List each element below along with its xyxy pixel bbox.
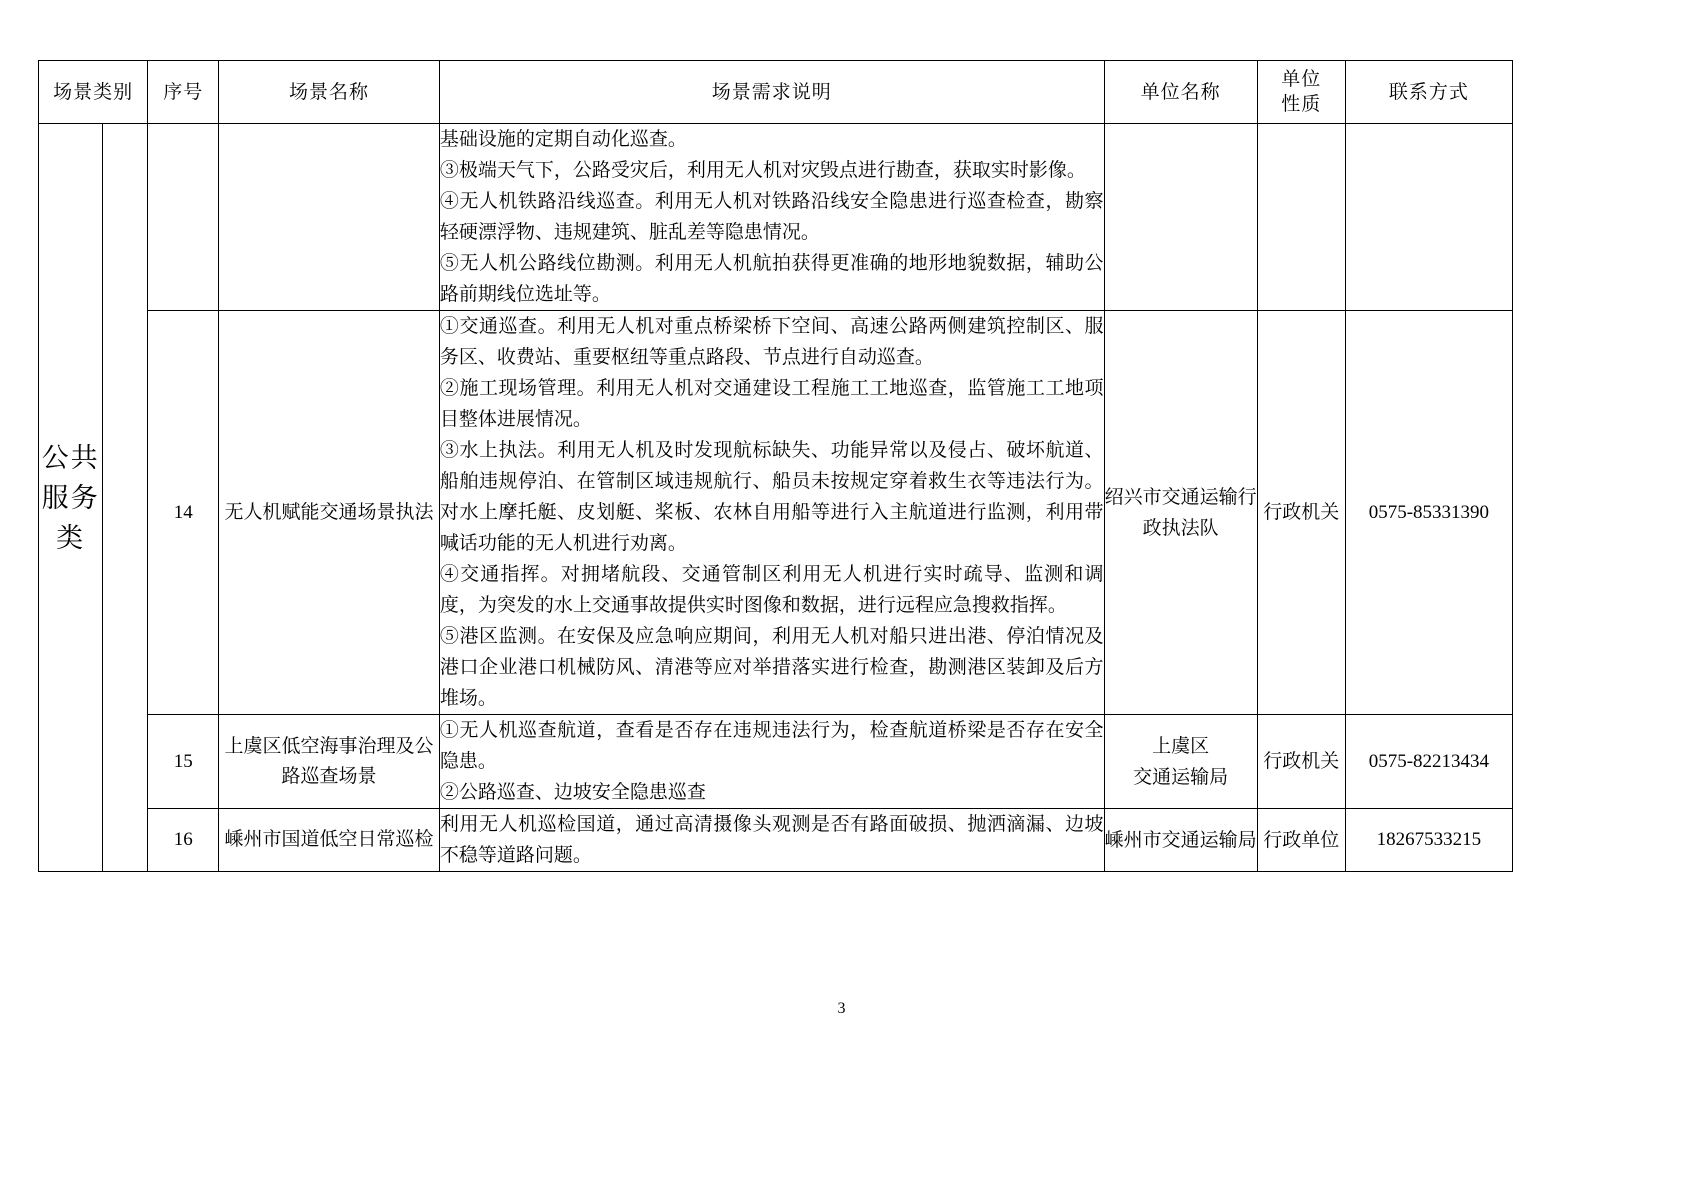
table-row [39, 715, 1513, 809]
requirement-line: 利用无人机巡检国道，通过高清摄像头观测是否有路面破损、抛洒滴漏、边坡不稳等道路问题。 [439, 814, 1104, 866]
scene-table-container [38, 60, 1513, 872]
table-row [39, 809, 1513, 872]
header-requirement: 场景需求说明 [439, 61, 1104, 124]
unit-name-line2: 交通运输局 [1133, 766, 1229, 788]
cell-scene-name [219, 124, 440, 311]
cell-index [148, 124, 219, 311]
cell-unit-nature: 行政机关 [1257, 311, 1345, 715]
cell-requirement [439, 124, 1104, 311]
cell-contact: 0575-82213434 [1345, 715, 1512, 809]
category-label: 公共 服务 类 [41, 442, 100, 553]
header-scene-name: 场景名称 [219, 61, 440, 124]
cell-contact [1345, 124, 1512, 311]
cell-contact: 18267533215 [1345, 809, 1512, 872]
cell-index: 14 [148, 311, 219, 715]
header-unit-nature [1257, 61, 1345, 124]
cell-requirement [439, 809, 1104, 872]
cell-requirement [439, 311, 1104, 715]
header-index: 序号 [148, 61, 219, 124]
header-contact: 联系方式 [1345, 61, 1512, 124]
header-unit-nature-line2: 性质 [1281, 94, 1322, 115]
requirement-line: ①交通巡查。利用无人机对重点桥梁桥下空间、高速公路两侧建筑控制区、服务区、收费站、重要枢纽等重点路段、节点进行自动巡查。 [439, 316, 1104, 368]
page-number: 3 [837, 1000, 846, 1017]
cell-subcategory-blank [103, 124, 148, 872]
header-category: 场景类别 [39, 61, 148, 124]
unit-name-line1: 上虞区 [1152, 735, 1210, 757]
cell-contact: 0575-85331390 [1345, 311, 1512, 715]
cell-requirement [439, 715, 1104, 809]
cell-unit-name: 嵊州市交通运输局 [1104, 809, 1257, 872]
cell-scene-name: 无人机赋能交通场景执法 [219, 311, 440, 715]
cell-category [39, 124, 103, 872]
cell-scene-name: 上虞区低空海事治理及公路巡查场景 [219, 715, 440, 809]
cell-unit-name [1104, 715, 1257, 809]
requirement-line: ②施工现场管理。利用无人机对交通建设工程施工工地巡查，监管施工工地项目整体进展情况。 [439, 378, 1104, 430]
cell-unit-nature: 行政单位 [1257, 809, 1345, 872]
cell-index: 16 [148, 809, 219, 872]
table-header-row [39, 61, 1513, 124]
cell-unit-name [1104, 124, 1257, 311]
cell-unit-nature: 行政机关 [1257, 715, 1345, 809]
scene-requirements-table [38, 60, 1513, 872]
header-unit-nature-line1: 单位 [1281, 69, 1322, 90]
cell-scene-name: 嵊州市国道低空日常巡检 [219, 809, 440, 872]
requirement-line: ③水上执法。利用无人机及时发现航标缺失、功能异常以及侵占、破坏航道、船舶违规停泊、在管制区域违规航行、船员未按规定穿着救生衣等违法行为。对水上摩托艇、皮划艇、桨板、农林自用船等进行入主航道进行监测，利用带喊话功能的无人机进行劝离。 [439, 440, 1104, 554]
table-row [39, 124, 1513, 311]
requirement-line: ③极端天气下，公路受灾后，利用无人机对灾毁点进行勘查，获取实时影像。 [439, 160, 1086, 181]
table-row [39, 311, 1513, 715]
requirement-line: ②公路巡查、边坡安全隐患巡查 [439, 782, 706, 803]
requirement-line: ⑤无人机公路线位勘测。利用无人机航拍获得更准确的地形地貌数据，辅助公路前期线位选址等。 [439, 253, 1104, 305]
requirement-line: ④无人机铁路沿线巡查。利用无人机对铁路沿线安全隐患进行巡查检查，勘察轻硬漂浮物、违规建筑、脏乱差等隐患情况。 [439, 191, 1104, 243]
header-unit-name: 单位名称 [1104, 61, 1257, 124]
requirement-line: ⑤港区监测。在安保及应急响应期间，利用无人机对船只进出港、停泊情况及港口企业港口机械防风、清港等应对举措落实进行检查，勘测港区装卸及后方堆场。 [439, 626, 1104, 709]
cell-index: 15 [148, 715, 219, 809]
cell-unit-nature [1257, 124, 1345, 311]
requirement-line: ①无人机巡查航道，查看是否存在违规违法行为，检查航道桥梁是否存在安全隐患。 [439, 720, 1104, 772]
requirement-line: ④交通指挥。对拥堵航段、交通管制区利用无人机进行实时疏导、监测和调度，为突发的水上交通事故提供实时图像和数据，进行远程应急搜救指挥。 [439, 564, 1104, 616]
cell-unit-name: 绍兴市交通运输行政执法队 [1104, 311, 1257, 715]
requirement-line: 基础设施的定期自动化巡查。 [439, 129, 687, 150]
